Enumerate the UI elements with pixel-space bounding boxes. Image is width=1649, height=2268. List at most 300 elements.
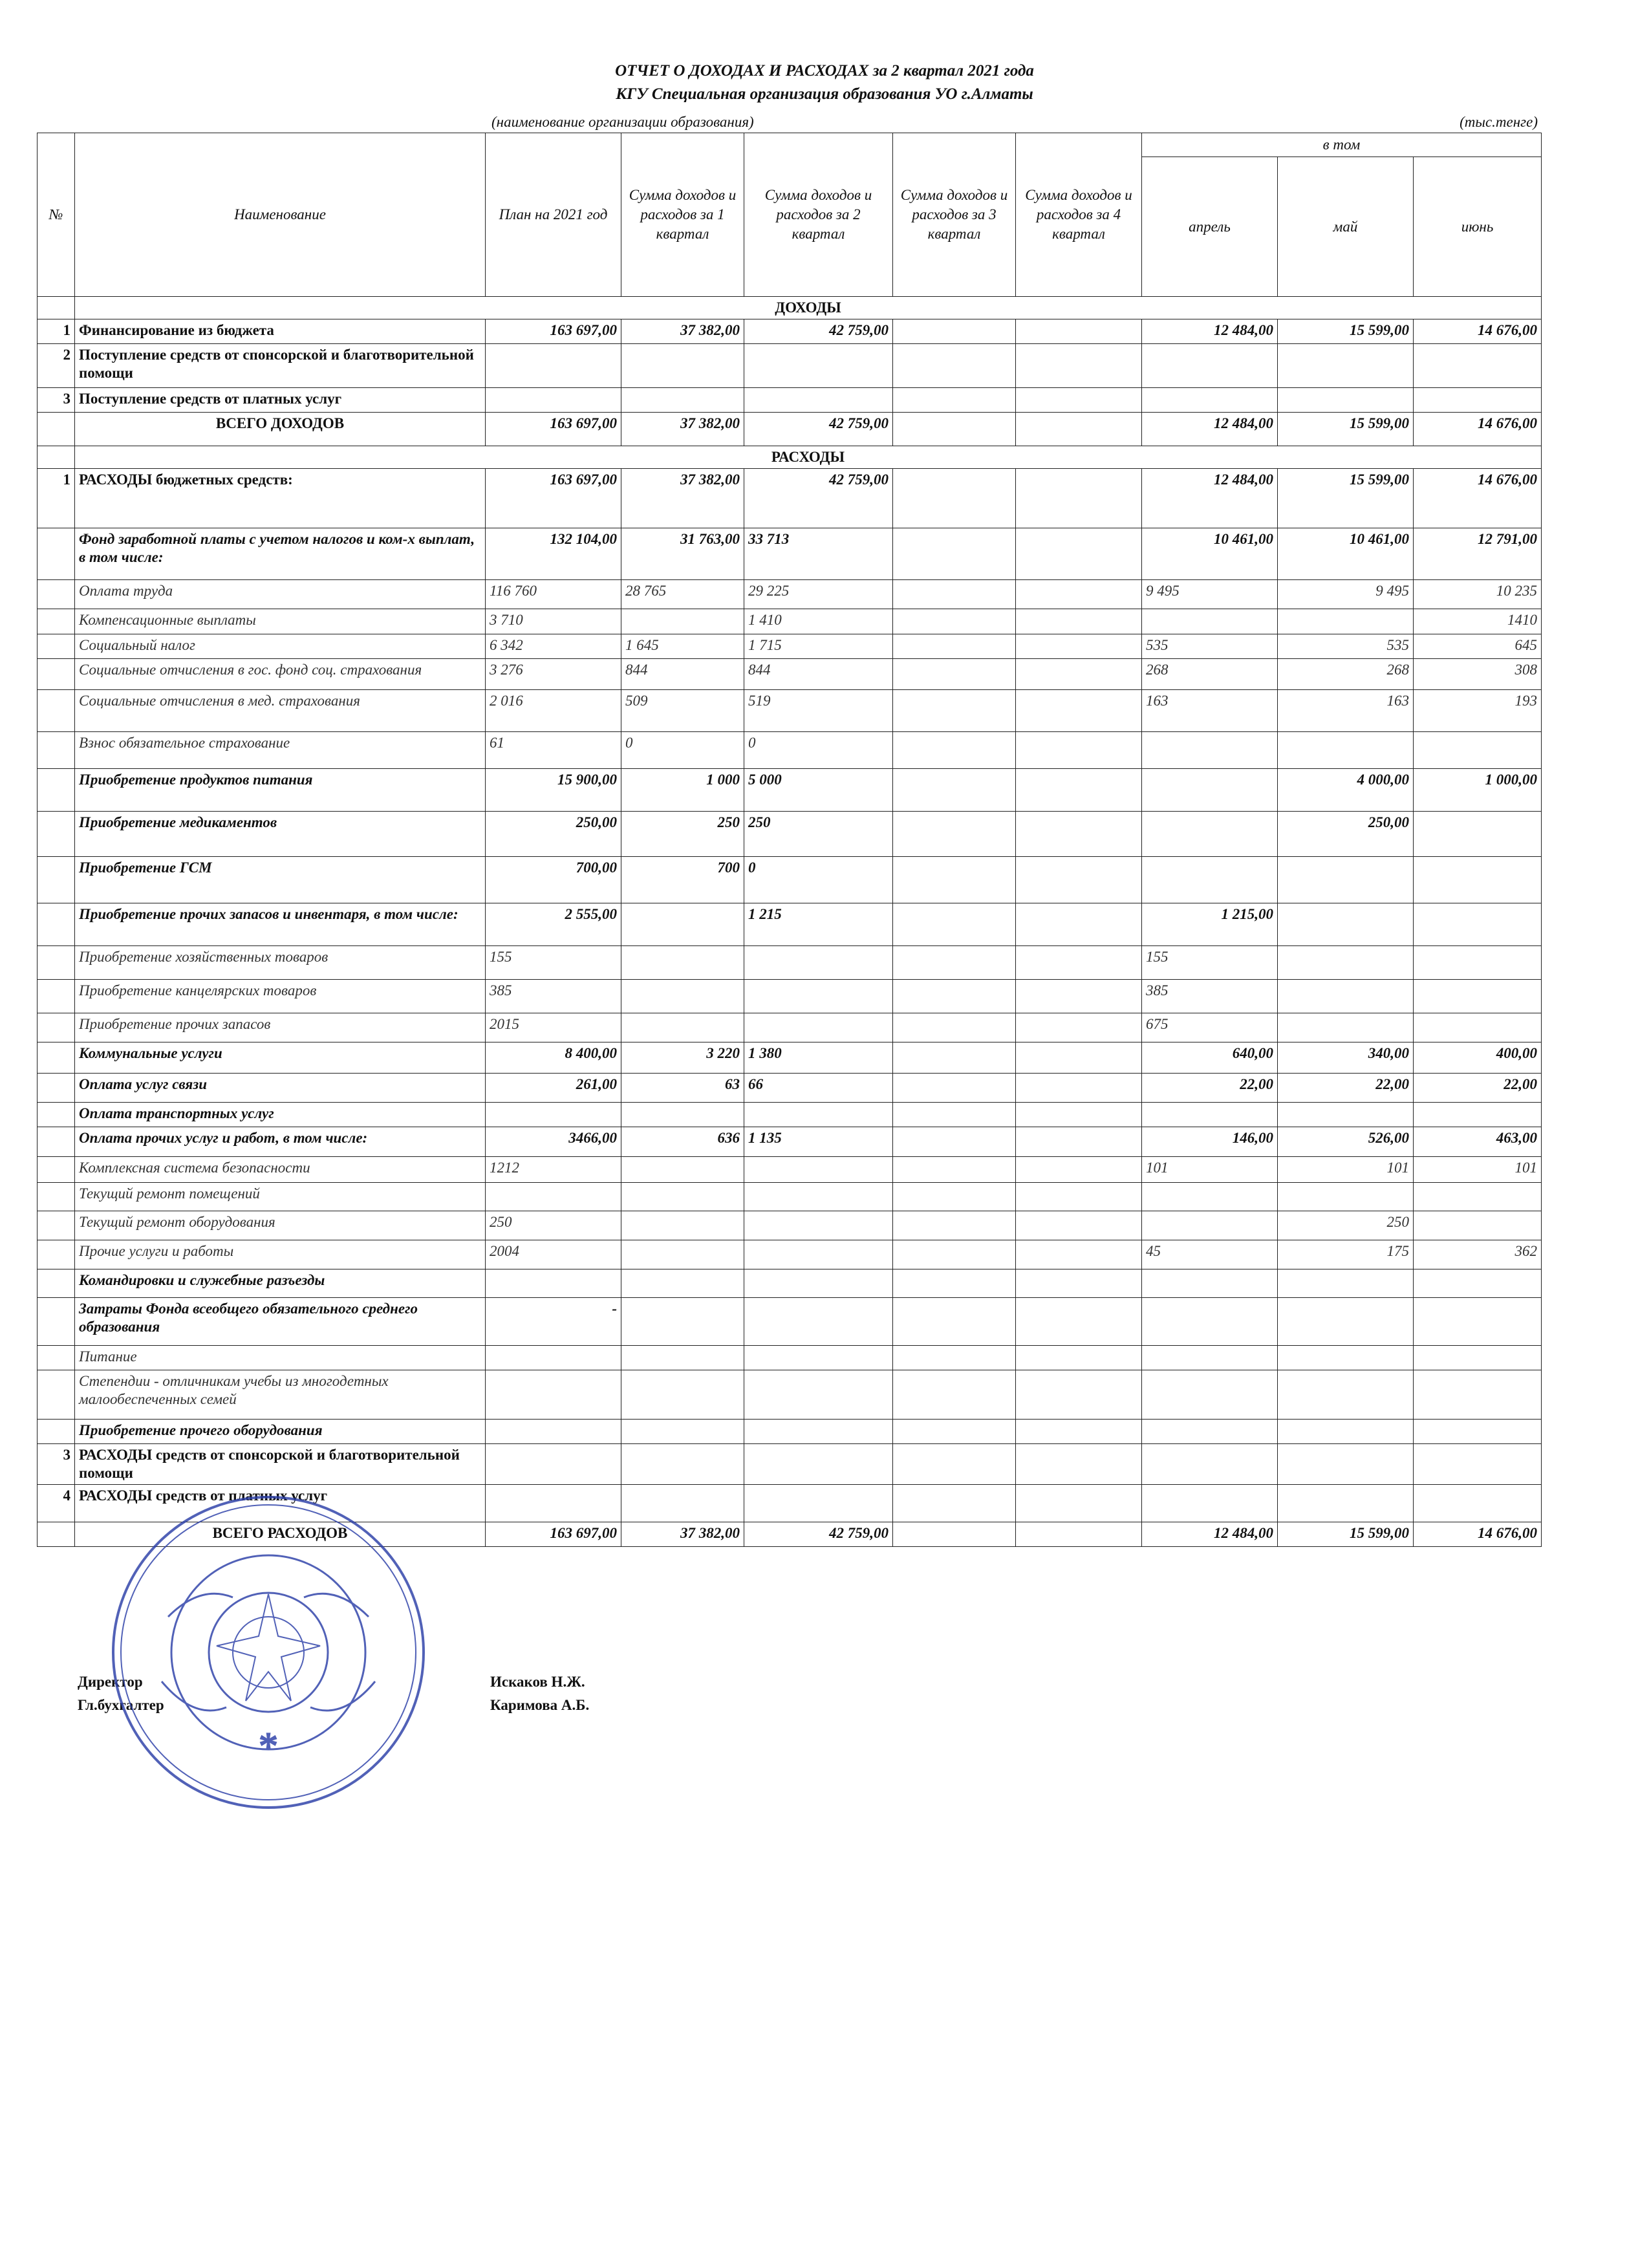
value-may bbox=[1278, 1269, 1414, 1298]
value-q4 bbox=[1016, 769, 1142, 812]
row-name: ВСЕГО РАСХОДОВ bbox=[75, 1522, 486, 1547]
value-q1 bbox=[621, 903, 744, 946]
value-plan: 116 760 bbox=[486, 580, 621, 609]
table-row bbox=[38, 1211, 1542, 1240]
row-number bbox=[38, 812, 75, 857]
value-q4 bbox=[1016, 1042, 1142, 1074]
value-apr: 675 bbox=[1142, 1013, 1278, 1042]
value-q3 bbox=[893, 469, 1016, 528]
value-may: 15 599,00 bbox=[1278, 319, 1414, 344]
value-jun bbox=[1414, 1103, 1542, 1127]
value-q2 bbox=[744, 1420, 893, 1444]
value-jun: 1410 bbox=[1414, 609, 1542, 634]
row-name: ВСЕГО ДОХОДОВ bbox=[75, 413, 486, 446]
value-q2: 519 bbox=[744, 690, 893, 732]
value-q2: 5 000 bbox=[744, 769, 893, 812]
table-row bbox=[38, 580, 1542, 609]
value-apr: 22,00 bbox=[1142, 1074, 1278, 1103]
value-q4 bbox=[1016, 1240, 1142, 1269]
row-number bbox=[38, 1127, 75, 1157]
value-jun bbox=[1414, 1444, 1542, 1485]
value-q3 bbox=[893, 413, 1016, 446]
value-plan bbox=[486, 1346, 621, 1370]
value-q1 bbox=[621, 1370, 744, 1420]
value-apr bbox=[1142, 1269, 1278, 1298]
row-number: 2 bbox=[38, 344, 75, 388]
value-may: 10 461,00 bbox=[1278, 528, 1414, 580]
row-name: Компенсационные выплаты bbox=[75, 609, 486, 634]
section-num-cell bbox=[38, 446, 75, 469]
value-q3 bbox=[893, 1346, 1016, 1370]
value-q4 bbox=[1016, 1370, 1142, 1420]
value-q2 bbox=[744, 344, 893, 388]
value-apr: 1 215,00 bbox=[1142, 903, 1278, 946]
value-q1 bbox=[621, 388, 744, 413]
row-name: Прочие услуги и работы bbox=[75, 1240, 486, 1269]
value-may: 250 bbox=[1278, 1211, 1414, 1240]
value-q3 bbox=[893, 946, 1016, 980]
value-may: 4 000,00 bbox=[1278, 769, 1414, 812]
value-may bbox=[1278, 1298, 1414, 1346]
row-number bbox=[38, 580, 75, 609]
table-row bbox=[38, 1370, 1542, 1420]
value-q4 bbox=[1016, 1269, 1142, 1298]
value-may bbox=[1278, 1420, 1414, 1444]
row-number bbox=[38, 769, 75, 812]
value-apr: 146,00 bbox=[1142, 1127, 1278, 1157]
row-name: Фонд заработной платы с учетом налогов и ком-х выплат, в том числе: bbox=[75, 528, 486, 580]
value-jun bbox=[1414, 1269, 1542, 1298]
value-q2 bbox=[744, 1157, 893, 1183]
row-name: Оплата услуг связи bbox=[75, 1074, 486, 1103]
value-q2: 1 410 bbox=[744, 609, 893, 634]
value-jun: 14 676,00 bbox=[1414, 1522, 1542, 1547]
value-q3 bbox=[893, 634, 1016, 659]
value-q2 bbox=[744, 1370, 893, 1420]
value-q4 bbox=[1016, 857, 1142, 903]
value-q1 bbox=[621, 1269, 744, 1298]
value-jun bbox=[1414, 1420, 1542, 1444]
value-q4 bbox=[1016, 469, 1142, 528]
value-apr bbox=[1142, 857, 1278, 903]
table-row bbox=[38, 1127, 1542, 1157]
table-row bbox=[38, 1298, 1542, 1346]
table-row bbox=[38, 1013, 1542, 1042]
value-q3 bbox=[893, 388, 1016, 413]
value-q1 bbox=[621, 1346, 744, 1370]
value-q1 bbox=[621, 946, 744, 980]
value-q1: 1 000 bbox=[621, 769, 744, 812]
value-jun bbox=[1414, 1298, 1542, 1346]
row-number bbox=[38, 903, 75, 946]
value-q1 bbox=[621, 1211, 744, 1240]
value-may bbox=[1278, 980, 1414, 1013]
value-jun bbox=[1414, 1013, 1542, 1042]
value-q2: 42 759,00 bbox=[744, 469, 893, 528]
value-plan bbox=[486, 1183, 621, 1211]
value-plan bbox=[486, 1420, 621, 1444]
value-q4 bbox=[1016, 980, 1142, 1013]
row-name: РАСХОДЫ бюджетных средств: bbox=[75, 469, 486, 528]
value-apr: 163 bbox=[1142, 690, 1278, 732]
value-plan: 2015 bbox=[486, 1013, 621, 1042]
row-name: Приобретение медикаментов bbox=[75, 812, 486, 857]
table-row bbox=[38, 1183, 1542, 1211]
value-plan: 15 900,00 bbox=[486, 769, 621, 812]
table-row bbox=[38, 1269, 1542, 1298]
value-jun bbox=[1414, 946, 1542, 980]
table-row bbox=[38, 469, 1542, 528]
value-q2: 66 bbox=[744, 1074, 893, 1103]
table-row bbox=[38, 1420, 1542, 1444]
value-q2: 1 715 bbox=[744, 634, 893, 659]
value-q2: 250 bbox=[744, 812, 893, 857]
table-row bbox=[38, 812, 1542, 857]
value-q3 bbox=[893, 1370, 1016, 1420]
value-q2 bbox=[744, 1013, 893, 1042]
value-apr: 101 bbox=[1142, 1157, 1278, 1183]
table-row bbox=[38, 319, 1542, 344]
value-may bbox=[1278, 388, 1414, 413]
value-q3 bbox=[893, 980, 1016, 1013]
value-apr bbox=[1142, 1103, 1278, 1127]
official-seal-stamp bbox=[103, 1487, 433, 1817]
row-name: Взнос обязательное страхование bbox=[75, 732, 486, 769]
section-title: ДОХОДЫ bbox=[75, 297, 1542, 319]
value-q4 bbox=[1016, 1444, 1142, 1485]
row-number bbox=[38, 857, 75, 903]
value-q4 bbox=[1016, 1485, 1142, 1522]
value-apr bbox=[1142, 1183, 1278, 1211]
value-q2 bbox=[744, 1269, 893, 1298]
value-plan: 61 bbox=[486, 732, 621, 769]
value-q4 bbox=[1016, 1013, 1142, 1042]
row-number bbox=[38, 1103, 75, 1127]
value-jun: 10 235 bbox=[1414, 580, 1542, 609]
table-row bbox=[38, 857, 1542, 903]
value-q4 bbox=[1016, 1346, 1142, 1370]
value-q4 bbox=[1016, 659, 1142, 690]
value-q1: 636 bbox=[621, 1127, 744, 1157]
value-plan: 163 697,00 bbox=[486, 413, 621, 446]
value-jun: 1 000,00 bbox=[1414, 769, 1542, 812]
value-q2: 42 759,00 bbox=[744, 319, 893, 344]
value-plan: 3466,00 bbox=[486, 1127, 621, 1157]
value-plan bbox=[486, 344, 621, 388]
value-jun bbox=[1414, 1183, 1542, 1211]
row-name: Социальные отчисления в мед. страхования bbox=[75, 690, 486, 732]
value-plan: 155 bbox=[486, 946, 621, 980]
row-number bbox=[38, 1370, 75, 1420]
value-q4 bbox=[1016, 732, 1142, 769]
value-plan: 6 342 bbox=[486, 634, 621, 659]
value-q4 bbox=[1016, 413, 1142, 446]
value-q1: 509 bbox=[621, 690, 744, 732]
value-q2: 844 bbox=[744, 659, 893, 690]
value-plan bbox=[486, 388, 621, 413]
svg-text:*: * bbox=[259, 1725, 278, 1767]
value-apr: 9 495 bbox=[1142, 580, 1278, 609]
value-q1: 250 bbox=[621, 812, 744, 857]
row-name: Приобретение хозяйственных товаров bbox=[75, 946, 486, 980]
row-name: Текущий ремонт помещений bbox=[75, 1183, 486, 1211]
value-may bbox=[1278, 609, 1414, 634]
value-plan bbox=[486, 1485, 621, 1522]
row-name: Приобретение ГСМ bbox=[75, 857, 486, 903]
value-may bbox=[1278, 1013, 1414, 1042]
row-number bbox=[38, 1522, 75, 1547]
value-q3 bbox=[893, 1444, 1016, 1485]
value-q3 bbox=[893, 812, 1016, 857]
value-may: 9 495 bbox=[1278, 580, 1414, 609]
row-number bbox=[38, 609, 75, 634]
value-q1: 28 765 bbox=[621, 580, 744, 609]
table-row bbox=[38, 1074, 1542, 1103]
organization-title: КГУ Специальная организация образования УО г.Алматы bbox=[616, 85, 1033, 103]
value-q3 bbox=[893, 1485, 1016, 1522]
value-q3 bbox=[893, 528, 1016, 580]
value-q3 bbox=[893, 1211, 1016, 1240]
value-q2 bbox=[744, 1485, 893, 1522]
value-plan bbox=[486, 1370, 621, 1420]
value-q2 bbox=[744, 1346, 893, 1370]
organization-caption: (наименование организации образования) bbox=[491, 114, 754, 130]
value-q1 bbox=[621, 1183, 744, 1211]
value-q3 bbox=[893, 769, 1016, 812]
value-plan: 261,00 bbox=[486, 1074, 621, 1103]
value-q3 bbox=[893, 1522, 1016, 1547]
value-apr bbox=[1142, 1298, 1278, 1346]
row-name: Поступление средств от платных услуг bbox=[75, 388, 486, 413]
row-name: Коммунальные услуги bbox=[75, 1042, 486, 1074]
value-plan: 132 104,00 bbox=[486, 528, 621, 580]
value-q4 bbox=[1016, 319, 1142, 344]
table-row bbox=[38, 1346, 1542, 1370]
row-number: 1 bbox=[38, 469, 75, 528]
value-q1: 37 382,00 bbox=[621, 413, 744, 446]
row-number bbox=[38, 634, 75, 659]
value-plan: 250 bbox=[486, 1211, 621, 1240]
value-jun: 12 791,00 bbox=[1414, 528, 1542, 580]
value-q1: 700 bbox=[621, 857, 744, 903]
table-row bbox=[38, 1157, 1542, 1183]
value-may: 163 bbox=[1278, 690, 1414, 732]
value-q2 bbox=[744, 388, 893, 413]
value-may bbox=[1278, 903, 1414, 946]
col-name-header: Наименование bbox=[75, 133, 486, 297]
value-q2 bbox=[744, 946, 893, 980]
director-name: Искаков Н.Ж. bbox=[490, 1674, 585, 1690]
value-apr bbox=[1142, 769, 1278, 812]
accountant-name: Каримова А.Б. bbox=[490, 1697, 590, 1713]
value-q4 bbox=[1016, 580, 1142, 609]
value-plan: 700,00 bbox=[486, 857, 621, 903]
value-apr bbox=[1142, 1485, 1278, 1522]
value-jun: 362 bbox=[1414, 1240, 1542, 1269]
row-name: Комплексная система безопасности bbox=[75, 1157, 486, 1183]
value-q1: 3 220 bbox=[621, 1042, 744, 1074]
value-q2: 0 bbox=[744, 732, 893, 769]
value-q2 bbox=[744, 980, 893, 1013]
value-jun: 400,00 bbox=[1414, 1042, 1542, 1074]
value-q3 bbox=[893, 857, 1016, 903]
value-plan: 8 400,00 bbox=[486, 1042, 621, 1074]
value-may: 535 bbox=[1278, 634, 1414, 659]
value-jun bbox=[1414, 1346, 1542, 1370]
value-q3 bbox=[893, 690, 1016, 732]
total-row bbox=[38, 413, 1542, 446]
value-q3 bbox=[893, 1127, 1016, 1157]
col-june-header: июнь bbox=[1414, 157, 1542, 297]
row-number bbox=[38, 1240, 75, 1269]
value-jun bbox=[1414, 388, 1542, 413]
row-number: 4 bbox=[38, 1485, 75, 1522]
col-plan-header: План на 2021 год bbox=[486, 133, 621, 297]
value-q2: 42 759,00 bbox=[744, 413, 893, 446]
value-q1 bbox=[621, 1420, 744, 1444]
row-number bbox=[38, 1013, 75, 1042]
row-name: Командировки и служебные разъезды bbox=[75, 1269, 486, 1298]
table-row bbox=[38, 1042, 1542, 1074]
col-in-that-header: в том bbox=[1142, 133, 1542, 157]
value-q3 bbox=[893, 732, 1016, 769]
value-q1: 37 382,00 bbox=[621, 319, 744, 344]
row-number bbox=[38, 980, 75, 1013]
value-q1 bbox=[621, 1103, 744, 1127]
value-apr: 12 484,00 bbox=[1142, 469, 1278, 528]
value-apr bbox=[1142, 1444, 1278, 1485]
row-name: Оплата прочих услуг и работ, в том числе: bbox=[75, 1127, 486, 1157]
value-q1 bbox=[621, 344, 744, 388]
value-may bbox=[1278, 732, 1414, 769]
section-title: РАСХОДЫ bbox=[75, 446, 1542, 469]
col-q1-header: Сумма доходов и расходов за 1 квартал bbox=[621, 133, 744, 297]
value-q4 bbox=[1016, 946, 1142, 980]
value-may: 250,00 bbox=[1278, 812, 1414, 857]
row-name: РАСХОДЫ средств от платных услуг bbox=[75, 1485, 486, 1522]
value-q2: 1 380 bbox=[744, 1042, 893, 1074]
table-row bbox=[38, 980, 1542, 1013]
value-q1 bbox=[621, 1298, 744, 1346]
value-q4 bbox=[1016, 690, 1142, 732]
row-name: Социальный налог bbox=[75, 634, 486, 659]
value-plan: 2004 bbox=[486, 1240, 621, 1269]
value-plan bbox=[486, 1103, 621, 1127]
value-jun: 463,00 bbox=[1414, 1127, 1542, 1157]
value-q1: 844 bbox=[621, 659, 744, 690]
row-number bbox=[38, 1157, 75, 1183]
table-row bbox=[38, 769, 1542, 812]
value-q1 bbox=[621, 1013, 744, 1042]
value-q3 bbox=[893, 1298, 1016, 1346]
row-name: Финансирование из бюджета bbox=[75, 319, 486, 344]
section-row bbox=[38, 297, 1542, 319]
row-number bbox=[38, 946, 75, 980]
accountant-role: Гл.бухгалтер bbox=[78, 1697, 164, 1713]
value-may: 15 599,00 bbox=[1278, 413, 1414, 446]
value-may: 15 599,00 bbox=[1278, 1522, 1414, 1547]
value-apr bbox=[1142, 388, 1278, 413]
value-plan: 385 bbox=[486, 980, 621, 1013]
value-jun bbox=[1414, 980, 1542, 1013]
row-name: Социальные отчисления в гос. фонд соц. страхования bbox=[75, 659, 486, 690]
value-may: 22,00 bbox=[1278, 1074, 1414, 1103]
value-jun bbox=[1414, 857, 1542, 903]
row-number bbox=[38, 1298, 75, 1346]
report-table bbox=[37, 133, 1542, 1547]
row-number bbox=[38, 528, 75, 580]
table-row bbox=[38, 1240, 1542, 1269]
value-q2: 42 759,00 bbox=[744, 1522, 893, 1547]
value-apr: 45 bbox=[1142, 1240, 1278, 1269]
value-q2: 1 135 bbox=[744, 1127, 893, 1157]
table-row bbox=[38, 1444, 1542, 1485]
row-number: 1 bbox=[38, 319, 75, 344]
row-number: 3 bbox=[38, 1444, 75, 1485]
value-q3 bbox=[893, 1183, 1016, 1211]
value-plan: 163 697,00 bbox=[486, 1522, 621, 1547]
row-number bbox=[38, 690, 75, 732]
value-q4 bbox=[1016, 388, 1142, 413]
col-num-header: № bbox=[38, 133, 75, 297]
value-q4 bbox=[1016, 344, 1142, 388]
value-may bbox=[1278, 857, 1414, 903]
value-q1 bbox=[621, 1240, 744, 1269]
value-may bbox=[1278, 1183, 1414, 1211]
row-name: Приобретение канцелярских товаров bbox=[75, 980, 486, 1013]
value-jun: 193 bbox=[1414, 690, 1542, 732]
report-title: ОТЧЕТ О ДОХОДАХ И РАСХОДАХ за 2 квартал 2021 года bbox=[615, 62, 1034, 80]
value-jun: 14 676,00 bbox=[1414, 413, 1542, 446]
value-q4 bbox=[1016, 903, 1142, 946]
value-q1 bbox=[621, 1157, 744, 1183]
value-may bbox=[1278, 1485, 1414, 1522]
row-name: Поступление средств от спонсорской и благотворительной помощи bbox=[75, 344, 486, 388]
value-q1 bbox=[621, 609, 744, 634]
table-row bbox=[38, 609, 1542, 634]
row-name: Текущий ремонт оборудования bbox=[75, 1211, 486, 1240]
value-may bbox=[1278, 946, 1414, 980]
value-q4 bbox=[1016, 1298, 1142, 1346]
units-label: (тыс.тенге) bbox=[1460, 114, 1538, 130]
value-apr: 12 484,00 bbox=[1142, 1522, 1278, 1547]
value-q1: 63 bbox=[621, 1074, 744, 1103]
value-may: 526,00 bbox=[1278, 1127, 1414, 1157]
value-apr bbox=[1142, 1370, 1278, 1420]
value-plan: - bbox=[486, 1298, 621, 1346]
value-apr bbox=[1142, 1420, 1278, 1444]
row-number bbox=[38, 1346, 75, 1370]
director-role: Директор bbox=[78, 1674, 143, 1690]
value-apr bbox=[1142, 344, 1278, 388]
value-plan: 250,00 bbox=[486, 812, 621, 857]
row-number bbox=[38, 413, 75, 446]
value-plan: 3 276 bbox=[486, 659, 621, 690]
value-q4 bbox=[1016, 1211, 1142, 1240]
row-number bbox=[38, 732, 75, 769]
value-q2 bbox=[744, 1298, 893, 1346]
value-may bbox=[1278, 1103, 1414, 1127]
value-plan: 3 710 bbox=[486, 609, 621, 634]
row-name: РАСХОДЫ средств от спонсорской и благотворительной помощи bbox=[75, 1444, 486, 1485]
value-q4 bbox=[1016, 1157, 1142, 1183]
value-q2: 29 225 bbox=[744, 580, 893, 609]
value-may: 268 bbox=[1278, 659, 1414, 690]
value-may bbox=[1278, 1346, 1414, 1370]
value-q3 bbox=[893, 1042, 1016, 1074]
value-q1: 37 382,00 bbox=[621, 1522, 744, 1547]
value-apr: 385 bbox=[1142, 980, 1278, 1013]
